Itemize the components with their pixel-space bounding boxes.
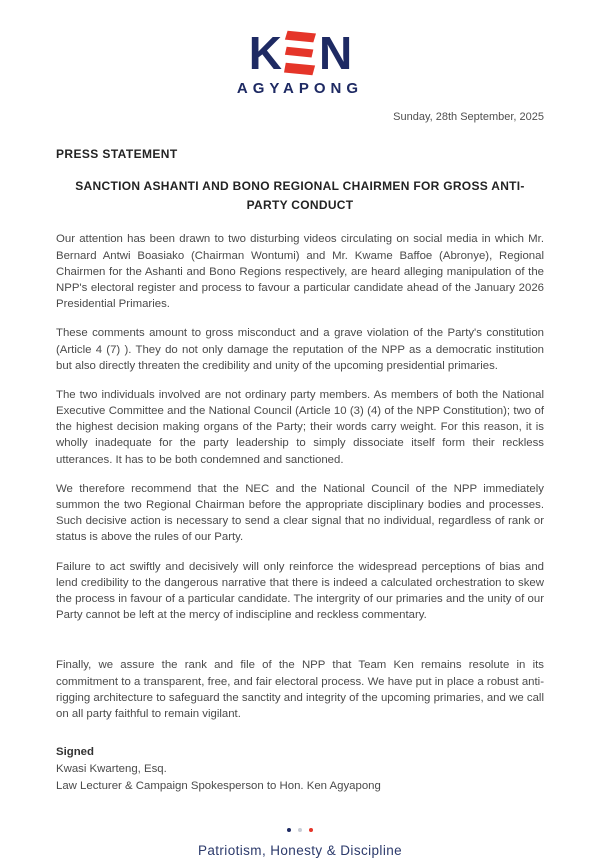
dot-red-icon xyxy=(309,828,313,832)
dot-navy-icon xyxy=(287,828,291,832)
statement-title: SANCTION ASHANTI AND BONO REGIONAL CHAIRMEN FOR GROSS ANTI-PARTY CONDUCT xyxy=(75,179,525,213)
paragraph-3: The two individuals involved are not ordinary party members. As members of both the National Executive Committee and the National Council (Article 10 (3) (4) of the NPP Constitution); two of the highest decision making organs of the Party; their words carry weight. For this reason, it is wholly inadequate for the party leadership to simply dissociate itself form their reckless utterances. It has to be both condemned and sanctioned. xyxy=(56,388,544,466)
press-statement-heading: PRESS STATEMENT xyxy=(56,147,178,161)
page-footer xyxy=(56,819,544,858)
logo-letter-n: N xyxy=(319,27,352,79)
paragraph-2: These comments amount to gross misconduct and a grave violation of the Party's constitution (Article 4 (7) ). They do not only damage the reputation of the NPP as a democratic institution but also directly threaten the credibility and unity of the upcoming presidential primaries. xyxy=(56,327,544,372)
signed-label: Signed xyxy=(56,746,94,759)
paragraph-4: We therefore recommend that the NEC and the National Council of the NPP immediately summon the two Regional Chairman before the appropriate disciplinary bodies and processes. Such decisive action is necessary to send a clear signal that no individual, regardless of rank or status is above the rules of our Party. xyxy=(56,482,544,544)
logo-letter-k: K xyxy=(248,27,281,79)
logo-word-ken xyxy=(248,27,352,79)
dot-light-icon xyxy=(298,828,302,832)
footer-dots-icon xyxy=(287,828,313,832)
signatory-title: Law Lecturer & Campaign Spokesperson to Hon. Ken Agyapong xyxy=(56,780,381,793)
logo-flag-e-icon xyxy=(284,30,316,76)
paragraph-5: Failure to act swiftly and decisively will only reinforce the widespread perceptions of bias and lend credibility to the dangerous narrative that there is indeed a calculated orchestration to skew the process in favour of a particular candidate. The intergrity of our primaries and the unity of our Party cannot be left at the mercy of indiscipline and reckless commentary. xyxy=(56,560,544,622)
signatory-name: Kwasi Kwarteng, Esq. xyxy=(56,763,167,776)
logo-subtitle: AGYAPONG xyxy=(236,80,364,97)
footer-slogan: Patriotism, Honesty & Discipline xyxy=(197,843,403,858)
paragraph-1: Our attention has been drawn to two disturbing videos circulating on social media in which Mr. Bernard Antwi Boasiako (Chairman Wontumi) and Mr. Kwame Baffoe (Abronye), Regional Chairmen for the Ashanti and Bono Regions respectively, are heard alleging manipulation of the NPP's electoral register and process to favour a particular candidate ahead of the January 2026 Presidential Primaries. xyxy=(56,233,544,311)
date-line: Sunday, 28th September, 2025 xyxy=(393,111,544,123)
paragraph-6: Finally, we assure the rank and file of the NPP that Team Ken remains resolute in its commitment to a transparent, free, and fair electoral process. We have put in place a robust anti-rigging architecture to safeguard the sanctity and integrity of the upcoming primaries, and we call on all party faithful to remain vigilant. xyxy=(56,659,544,720)
signature-block xyxy=(56,744,544,795)
ken-agyapong-logo xyxy=(56,27,544,97)
